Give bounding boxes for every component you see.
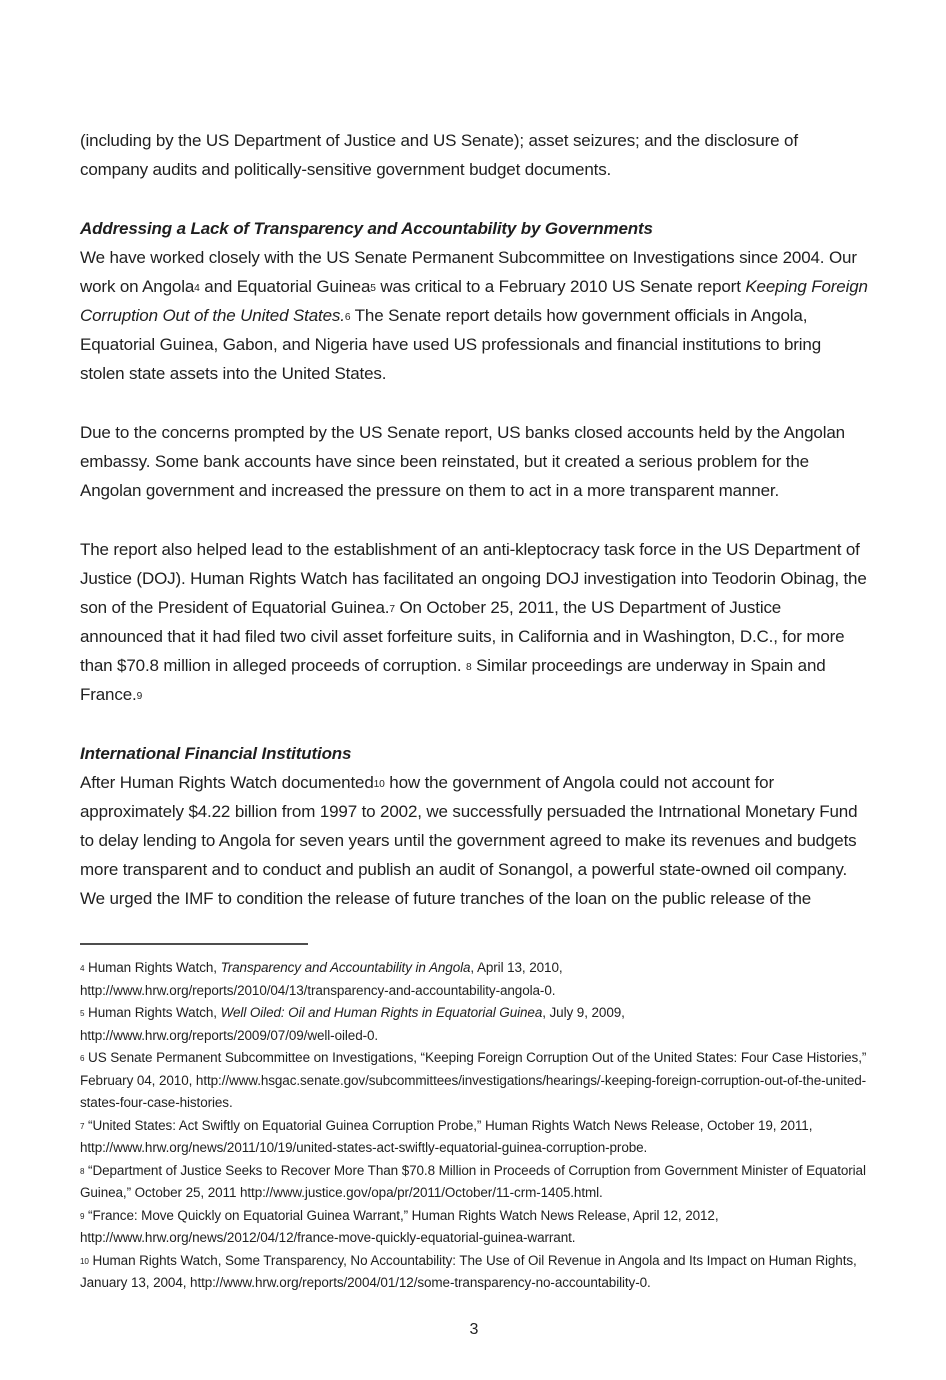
page-footer — [80, 1321, 868, 1339]
footnote-ref: 9 — [80, 1211, 85, 1221]
text-segment: Transparency and Accountability in Angola — [220, 960, 471, 975]
section-heading — [80, 214, 868, 243]
footnote — [80, 1205, 868, 1250]
footnote — [80, 1002, 868, 1047]
paragraph — [80, 243, 868, 388]
footnote-ref: 5 — [370, 282, 376, 294]
text-segment: was critical to a February 2010 US Senate report — [375, 277, 746, 296]
page-number: 3 — [469, 1320, 479, 1338]
text-segment: After Human Rights Watch documented — [80, 773, 374, 792]
text-segment: , July 9, 2009, http://www.hrw.org/reports/2009/07/09/well-oiled-0. — [80, 1005, 625, 1043]
footnotes-section — [80, 957, 868, 1295]
text-segment: (including by the US Department of Justice and US Senate); asset seizures; and the disclosure of company audits and politically-sensitive government budget documents. — [80, 131, 798, 179]
footnote — [80, 957, 868, 1002]
text-segment: Well Oiled: Oil and Human Rights in Equatorial Guinea — [220, 1005, 543, 1020]
footnote — [80, 1250, 868, 1295]
text-segment: On October 25, 2011, the US Department of Justice announced that it had filed two civil asset forfeiture suits, in California and in Washington, D.C., for more than $70.8 million in alleged proceeds of corruption. — [80, 598, 845, 675]
footnote-ref: 6 — [344, 311, 351, 323]
footnote-ref: 10 — [373, 778, 385, 790]
footnote-ref: 7 — [389, 603, 395, 615]
text-segment: and Equatorial Guinea — [199, 277, 371, 296]
paragraph — [80, 768, 868, 913]
text-segment: We have worked closely with the US Senate Permanent Subcommittee on Investigations since 2004. Our work on Angola — [80, 248, 857, 296]
footnote-ref: 4 — [194, 282, 200, 294]
paragraph — [80, 126, 868, 184]
paragraph — [80, 418, 868, 505]
text-segment: US Senate Permanent Subcommittee on Investigations, “Keeping Foreign Corruption Out of the United States: Four Case Histories,” February 04, 2010, http://www.hsgac.senate.gov/subcommittees/investigations/hearings/-keeping-foreign-corruption-out-of-the-united-states-four-case-histories. — [80, 1050, 867, 1110]
body-text — [80, 126, 868, 913]
section-heading — [80, 739, 868, 768]
footnote — [80, 1160, 868, 1205]
footnote-ref: 4 — [80, 964, 85, 974]
footnote-ref: 8 — [465, 661, 472, 673]
text-segment: Human Rights Watch, — [84, 1005, 221, 1020]
text-segment: Addressing a Lack of Transparency and Accountability by Governments — [80, 219, 653, 238]
footnote — [80, 1047, 868, 1115]
text-segment: The report also helped lead to the establishment of an anti-kleptocracy task force in the US Department of Justice (DOJ). Human Rights Watch has facilitated an ongoing DOJ investigation into Teodorin Obinag, the son of the President of Equatorial Guinea. — [80, 540, 867, 617]
footnote-divider — [80, 943, 308, 945]
footnote-ref: 9 — [136, 690, 143, 702]
text-segment: “United States: Act Swiftly on Equatorial Guinea Corruption Probe,” Human Rights Watch News Release, October 19, 2011, http://www.hrw.org/news/2011/10/19/united-states-act-swiftly-equatorial-guinea-corruption-probe. — [80, 1117, 813, 1155]
text-segment: International Financial Institutions — [80, 744, 352, 763]
text-segment: Keeping Foreign Corruption Out of the United States. — [80, 277, 868, 325]
text-segment: , April 13, 2010, http://www.hrw.org/reports/2010/04/13/transparency-and-accountability-angola-0. — [80, 960, 563, 998]
text-segment: how the government of Angola could not account for approximately $4.22 billion from 1997 to 2002, we successfully persuaded the Intrnational Monetary Fund to delay lending to Angola for seven years until the government agreed to make its revenues and budgets more transparent and to conduct and publish an audit of Sonangol, a powerful state-owned oil company. We urged the IMF to condition the release of future tranches of the loan on the public release of the — [80, 773, 858, 908]
text-segment: The Senate report details how government officials in Angola, Equatorial Guinea, Gabon, and Nigeria have used US professionals and financial institutions to bring stolen state assets into the United States. — [80, 306, 822, 383]
footnote-ref: 7 — [80, 1121, 85, 1131]
text-segment: Human Rights Watch, — [84, 960, 221, 975]
footnote-ref: 8 — [80, 1166, 85, 1176]
footnote-ref: 10 — [80, 1256, 89, 1266]
text-segment: Due to the concerns prompted by the US Senate report, US banks closed accounts held by the Angolan embassy. Some bank accounts have since been reinstated, but it created a serious problem for the Angolan government and increased the pressure on them to act in a more transparent manner. — [80, 423, 845, 500]
text-segment: “France: Move Quickly on Equatorial Guinea Warrant,” Human Rights Watch News Release, April 12, 2012, http://www.hrw.org/news/2012/04/12/france-move-quickly-equatorial-guinea-warrant. — [80, 1207, 719, 1245]
footnote-ref: 5 — [80, 1009, 85, 1019]
text-segment: “Department of Justice Seeks to Recover More Than $70.8 Million in Proceeds of Corruption from Government Minister of Equatorial Guinea,” October 25, 2011 http://www.justice.gov/opa/pr/2011/October/11-crm-1405.html. — [80, 1162, 866, 1200]
footnote-ref: 6 — [80, 1054, 85, 1064]
paragraph — [80, 535, 868, 709]
footnote — [80, 1115, 868, 1160]
text-segment: Similar proceedings are underway in Spain and France. — [80, 656, 826, 704]
text-segment: Human Rights Watch, Some Transparency, No Accountability: The Use of Oil Revenue in Angola and Its Impact on Human Rights, January 13, 2004, http://www.hrw.org/reports/2004/01/12/some-transparency-no-accountability-0. — [80, 1252, 857, 1290]
